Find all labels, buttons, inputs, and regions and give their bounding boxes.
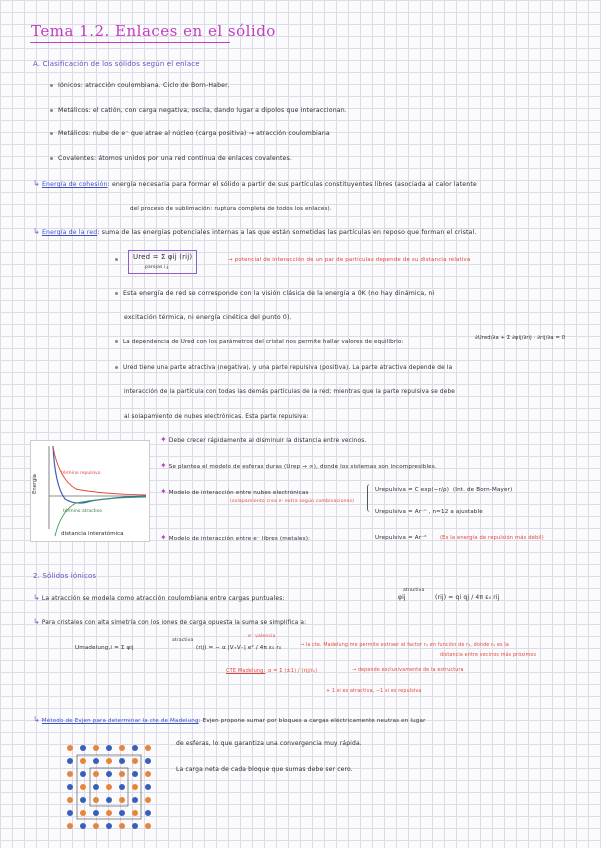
lattice-ion [80, 745, 86, 751]
y-axis-label: Energía [31, 474, 38, 494]
cohesion-paragraph: ↳ Energía de cohesión: energía necesaria para formar el sólido a partir de sus partículas constituyentes libres (asociada al calor latente [33, 179, 477, 188]
lattice-ion [145, 745, 151, 751]
list-item: Ured tiene una parte atractiva (negativa), y una parte repulsiva (positiva). La parte atractiva depende de la [115, 364, 452, 372]
repulsive-label: término repulsivo [61, 471, 101, 476]
lattice-ion [145, 823, 151, 829]
lattice-ion [119, 797, 125, 803]
lattice-ion [119, 810, 125, 816]
free-electron-eq: Urepulsiva = Ar⁻² [375, 535, 427, 541]
x-axis-label: distancia interatómica [61, 531, 124, 537]
section-a-heading: A. Clasificación de los sólidos según el enlace [33, 60, 200, 68]
lattice-ion [106, 797, 112, 803]
lattice-ion [93, 797, 99, 803]
lattice-ion [67, 797, 73, 803]
lattice-ion [106, 758, 112, 764]
lattice-ion [106, 823, 112, 829]
lattice-ion [80, 771, 86, 777]
lattice-ion [145, 758, 151, 764]
lattice-ion [132, 810, 138, 816]
lattice-ion [67, 758, 73, 764]
lattice-ion [132, 771, 138, 777]
lattice-ion [132, 823, 138, 829]
lattice-ion [119, 771, 125, 777]
energy-graph [30, 440, 150, 542]
evjen-paragraph: ↳ Método de Evjen para determinar la cte de Madelung: Evjen propone sumar por bloques a cargas eléctricamente neutras en lugar [33, 715, 426, 724]
lattice-ion [119, 758, 125, 764]
madelung-note3: + 1 si es atractiva, −1 si es repulsiva [326, 689, 422, 694]
formula-box: Ured = Σ φij (rij) [128, 250, 197, 274]
lattice-ion [67, 823, 73, 829]
overlap-note: (solapamiento crea e- extra según combinaciones) [230, 499, 355, 504]
lattice-ion [67, 784, 73, 790]
lattice-ion [106, 771, 112, 777]
lattice-ion [93, 810, 99, 816]
lattice-ion [132, 797, 138, 803]
list-item: La dependencia de Ured con los parámetros del cristal nos permite hallar valores de equilibrio: [115, 338, 404, 346]
lattice-ion [119, 784, 125, 790]
lattice-svg [62, 740, 157, 835]
valence-note: e⁻ valencia [248, 634, 276, 639]
lattice-ion [145, 771, 151, 777]
list-item [115, 256, 123, 264]
madelung-note1: → la cte. Madelung me permite extraer el factor r₀ en función de r₀, donde r₀ es la [300, 643, 509, 648]
lattice-ion [119, 823, 125, 829]
list-item-continued: al solapamiento de nubes electrónicas. Esta parte repulsiva: [124, 414, 309, 420]
madelung-rhs: (rij) = − α |V₊V₋| e² / 4π ε₀ r₀ [196, 645, 282, 651]
list-item: Esta energía de red se corresponde con la visión clásica de la energía a 0K (no hay dinámica, ni [115, 290, 434, 298]
list-item: Metálicos: el catión, con carga negativa, oscila, dando lugar a dipolos que interaccionan. [50, 107, 347, 115]
list-item: Covalentes: átomos unidos por una red continua de enlaces covalentes. [50, 155, 292, 163]
lattice-ion [80, 810, 86, 816]
list-item-continued: excitación térmica, ni energía cinética del punto 0). [124, 314, 292, 321]
ionic-line1: ↳ La atracción se modela como atracción coulombiana entre cargas puntuales: [33, 593, 285, 602]
lattice-ion [80, 823, 86, 829]
lattice-ion [145, 810, 151, 816]
lattice-ion [93, 823, 99, 829]
lattice-ion [106, 784, 112, 790]
lattice-ion [145, 784, 151, 790]
power-law-eq: Urepulsiva = Ar⁻ⁿ , n≈12 a ajustable [375, 509, 483, 515]
lattice-ion [132, 784, 138, 790]
list-item: Metálicos: nube de e⁻ que atrae al núcleo (carga positiva) → atracción coulombiana [50, 130, 330, 138]
list-item: ✦ Se plantea el modelo de esferas duras (Urep → ∞), donde los sistemas son incompresibles. [160, 461, 437, 470]
lattice-ion [106, 745, 112, 751]
cte-madelung: CTE Madelung: [226, 668, 266, 674]
madelung-note1b: distancia entre vecinos más próximos [440, 653, 537, 658]
list-item: ✦ Modelo de interacción entre e⁻ libres (metales): [160, 533, 311, 542]
cohesion-line2: del proceso de sublimación: ruptura completa de todos los enlaces). [130, 206, 332, 212]
lattice-ion [93, 784, 99, 790]
formula-subscript: parejas i,j [145, 265, 169, 270]
madelung-sup: atractiva [172, 638, 194, 643]
brace [367, 484, 374, 512]
lattice-ion [145, 797, 151, 803]
evjen-lattice [62, 740, 157, 835]
evjen-line3: La carga neta de cada bloque que sumas debe ser cero. [176, 766, 353, 773]
lattice-ion [67, 745, 73, 751]
phi-atr-eq: (rij) = qi qj / 4π ε₀ rij [435, 594, 500, 601]
lattice-ion [80, 797, 86, 803]
lattice-ion [80, 758, 86, 764]
free-electron-note: (Es la energía de repulsión más débil) [440, 535, 544, 541]
red-paragraph: ↳ Energía de la red: suma de las energías potenciales internas a las que están sometidas las partículas en reposo que forman el cristal. [33, 227, 477, 236]
cte-eq: α = Σ (±1) / (rij/r₀) [268, 668, 318, 674]
list-item: ✦ Debe crecer rápidamente al disminuir la distancia entre vecinos. [160, 435, 367, 444]
lattice-ion [93, 745, 99, 751]
formula-note: → potencial de interacción de un par de partículas depende de su distancia relativa [228, 257, 471, 263]
lattice-ion [67, 771, 73, 777]
lattice-ion [132, 758, 138, 764]
lattice-ion [132, 745, 138, 751]
section-2-heading: 2. Sólidos iónicos [33, 572, 97, 580]
list-item: ✦ Modelo de interacción entre nubes electrónicas [160, 487, 309, 496]
list-item: Iónicos: atracción coulombiana. Ciclo de Born-Haber. [50, 82, 229, 90]
born-mayer-eq: Urepulsiva = C exp(−r/ρ) (Int. de Born-Mayer) [375, 487, 513, 493]
lattice-ion [80, 784, 86, 790]
lattice-ion [106, 810, 112, 816]
lattice-ion [67, 810, 73, 816]
energy-curve-svg [31, 441, 149, 541]
phi-atr-sup: atractiva [403, 588, 425, 593]
madelung-note2: → depende exclusivamente de la estructura [352, 668, 464, 673]
list-item-continued: interacción de la partícula con todas las demás partículas de la red; mientras que la parte repulsiva se debe [124, 389, 455, 395]
ionic-line2: ↳ Para cristales con alta simetría con los iones de carga opuesta la suma se simplifica a: [33, 617, 307, 626]
title-underline [30, 42, 230, 43]
phi-atr: φij [398, 594, 406, 601]
evjen-line2: de esferas, lo que garantiza una convergencia muy rápida. [176, 740, 362, 747]
equilibrium-equation: ∂Ured/∂a + Σ ∂φij/∂rij · ∂rij/∂a = 0 [475, 335, 566, 341]
attractive-label: término atractivo [63, 509, 103, 514]
lattice-ion [93, 771, 99, 777]
lattice-ion [93, 758, 99, 764]
lattice-ion [119, 745, 125, 751]
madelung-eq: Umadelung,i = Σ φij [75, 645, 134, 651]
page-title: Tema 1.2. Enlaces en el sólido [31, 22, 276, 40]
